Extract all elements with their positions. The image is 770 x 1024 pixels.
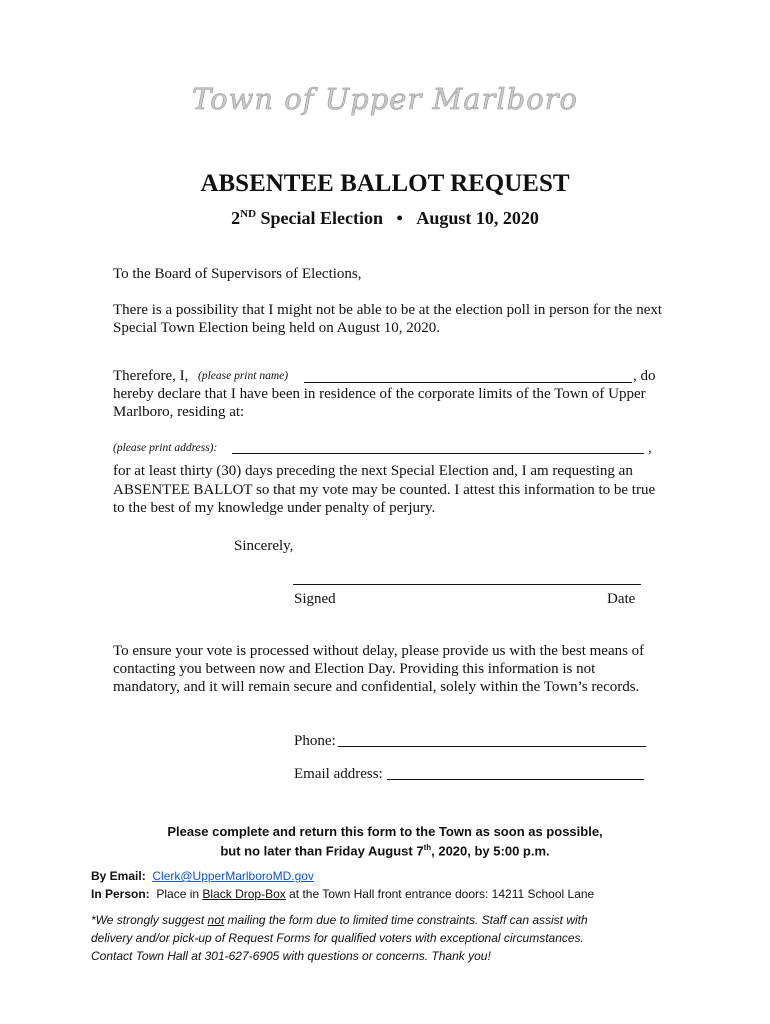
paragraph-3-line-3: to the best of my knowledge under penalty of perjury. <box>113 500 436 516</box>
print-address-line[interactable] <box>232 440 644 454</box>
note-line-3: Contact Town Hall at 301-627-6905 with questions or concerns. Thank you! <box>91 949 491 963</box>
contact-paragraph-line-1: To ensure your vote is processed without delay, please provide us with the best means of <box>113 643 645 659</box>
in-person-label: In Person: <box>91 887 150 901</box>
address-comma: , <box>648 440 652 456</box>
subtitle-ordinal-suffix: ND <box>240 208 257 220</box>
drop-box-text: Black Drop-Box <box>202 887 286 901</box>
salutation: To the Board of Supervisors of Elections, <box>113 266 362 282</box>
in-person-post: at the Town Hall front entrance doors: 14211 School Lane <box>289 887 595 901</box>
do-text: , do <box>633 368 656 384</box>
print-address-hint: (please print address): <box>113 442 218 454</box>
paragraph-3-line-2: ABSENTEE BALLOT so that my vote may be counted. I attest this information to be true <box>113 482 656 498</box>
town-name-heading: Town of Upper Marlboro <box>192 82 578 116</box>
by-email-label: By Email: <box>91 869 146 883</box>
email-label: Email address: <box>294 766 383 782</box>
print-name-hint: (please print name) <box>198 370 289 382</box>
subtitle-bullet: • <box>396 208 403 228</box>
note-not-emphasis: not <box>207 913 225 927</box>
in-person-row <box>91 887 594 901</box>
document-title: ABSENTEE BALLOT REQUEST <box>200 170 570 197</box>
therefore-text: Therefore, I, <box>113 368 189 384</box>
email-field-line[interactable] <box>387 765 644 780</box>
contact-paragraph-line-3: mandatory, and it will remain secure and confidential, solely within the Town’s records. <box>113 679 640 695</box>
return-deadline-line-1: Please complete and return this form to the Town as soon as possible, <box>167 824 603 839</box>
date-label: Date <box>607 591 636 607</box>
subtitle-election: Special Election <box>256 208 384 228</box>
phone-field-line[interactable] <box>338 732 646 747</box>
paragraph-2-line-3: Marlboro, residing at: <box>113 404 245 420</box>
contact-paragraph-line-2: contacting you between now and Election Day. Providing this information is not <box>113 661 596 677</box>
deadline-date-suffix: th <box>423 843 432 852</box>
clerk-email-link[interactable]: Clerk@UpperMarlboroMD.gov <box>152 869 314 883</box>
note-line-2: delivery and/or pick-up of Request Forms for qualified voters with exceptional circumstances. <box>91 931 584 945</box>
in-person-pre: Place in <box>156 887 200 901</box>
print-name-line[interactable] <box>304 369 632 383</box>
deadline-time-text: , 2020, by 5:00 p.m. <box>431 843 550 859</box>
deadline-date-text: but no later than Friday August 7 <box>220 843 424 859</box>
paragraph-3-line-1: for at least thirty (30) days preceding the next Special Election and, I am requesting an <box>113 463 633 479</box>
note-line-1-post: mailing the form due to limited time constraints. Staff can assist with <box>227 913 588 927</box>
document-subtitle <box>0 208 770 229</box>
subtitle-date: August 10, 2020 <box>416 208 539 228</box>
paragraph-1-line-1: There is a possibility that I might not be able to be at the election poll in person for the next <box>113 302 663 318</box>
note-line-1 <box>91 911 588 929</box>
signature-line[interactable] <box>293 572 641 585</box>
paragraph-2-line-2: hereby declare that I have been in residence of the corporate limits of the Town of Upper <box>113 386 646 402</box>
phone-label: Phone: <box>294 733 336 749</box>
return-deadline-line-2 <box>0 843 770 858</box>
subtitle-ordinal: 2 <box>231 208 241 228</box>
paragraph-1-line-2: Special Town Election being held on August 10, 2020. <box>113 320 440 336</box>
note-line-1-pre: *We strongly suggest <box>91 913 205 927</box>
closing: Sincerely, <box>234 538 294 554</box>
by-email-row <box>91 869 314 883</box>
signed-label: Signed <box>294 591 336 607</box>
